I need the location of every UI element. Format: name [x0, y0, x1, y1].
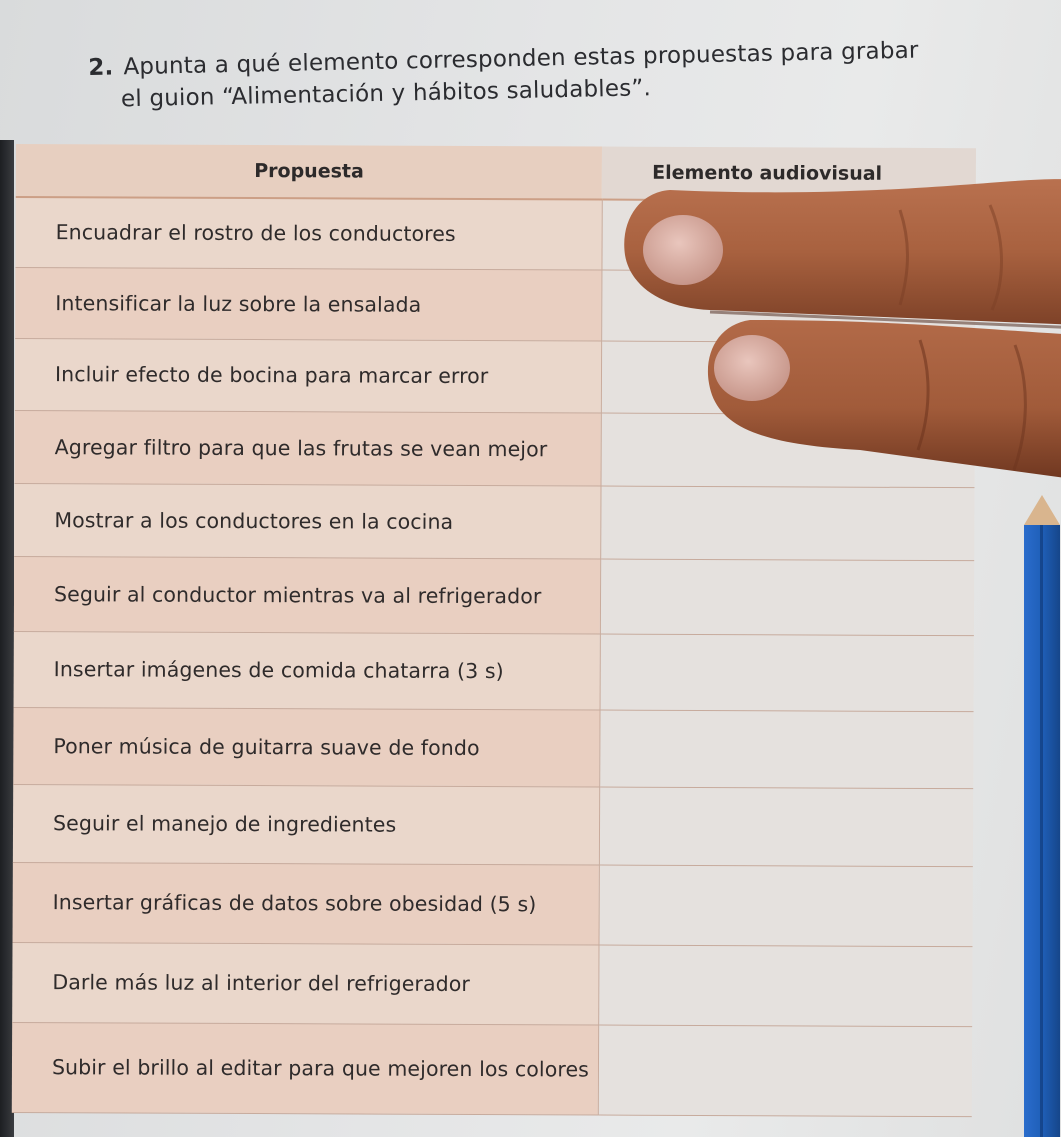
elemento-answer-cell[interactable]	[599, 865, 973, 947]
propuesta-cell: Mostrar a los conductores en la cocina	[14, 483, 601, 559]
propuesta-cell: Insertar gráficas de datos sobre obesidad (5 s)	[13, 862, 600, 945]
table-row	[13, 862, 973, 946]
table-row	[12, 942, 972, 1026]
propuesta-cell: Seguir el manejo de ingredientes	[13, 784, 600, 865]
table-row	[13, 707, 973, 788]
propuesta-cell: Encuadrar el rostro de los conductores	[15, 197, 602, 270]
elemento-answer-cell[interactable]	[598, 945, 972, 1027]
propuesta-cell: Incluir efecto de bocina para marcar error	[15, 338, 602, 413]
propuesta-cell: Darle más luz al interior del refrigerador	[12, 942, 599, 1025]
propuesta-cell: Insertar imágenes de comida chatarra (3 s)	[14, 631, 601, 710]
exercise-instruction	[88, 33, 989, 116]
elemento-answer-cell[interactable]	[600, 634, 974, 712]
table-row	[13, 784, 973, 866]
index-fingernail	[643, 215, 723, 285]
elemento-answer-cell[interactable]	[600, 559, 974, 636]
propuesta-cell: Subir el brillo al editar para que mejoren los colores	[12, 1022, 599, 1115]
propuesta-cell: Poner música de guitarra suave de fondo	[13, 707, 600, 787]
header-propuesta: Propuesta	[16, 144, 603, 200]
instruction-line-1: Apunta a qué elemento corresponden estas propuestas para grabar	[123, 37, 919, 81]
middle-fingernail	[714, 335, 790, 401]
propuesta-cell: Intensificar la luz sobre la ensalada	[15, 267, 602, 341]
table-row	[14, 556, 974, 635]
pointing-fingers	[600, 170, 1061, 500]
header-elemento-audiovisual: Elemento audiovisual	[602, 147, 976, 202]
elemento-answer-cell[interactable]	[599, 787, 973, 867]
elemento-answer-cell[interactable]	[598, 1025, 972, 1117]
table-row	[12, 1022, 972, 1116]
instruction-line-2: el guion “Alimentación y hábitos saludables”.	[120, 75, 652, 113]
propuesta-cell: Agregar filtro para que las frutas se vean mejor	[15, 410, 602, 486]
table-row	[14, 631, 974, 711]
exercise-number: 2.	[88, 54, 114, 81]
elemento-answer-cell[interactable]	[599, 710, 973, 789]
propuesta-cell: Seguir al conductor mientras va al refrigerador	[14, 556, 601, 634]
blue-pencil	[1018, 495, 1061, 1137]
